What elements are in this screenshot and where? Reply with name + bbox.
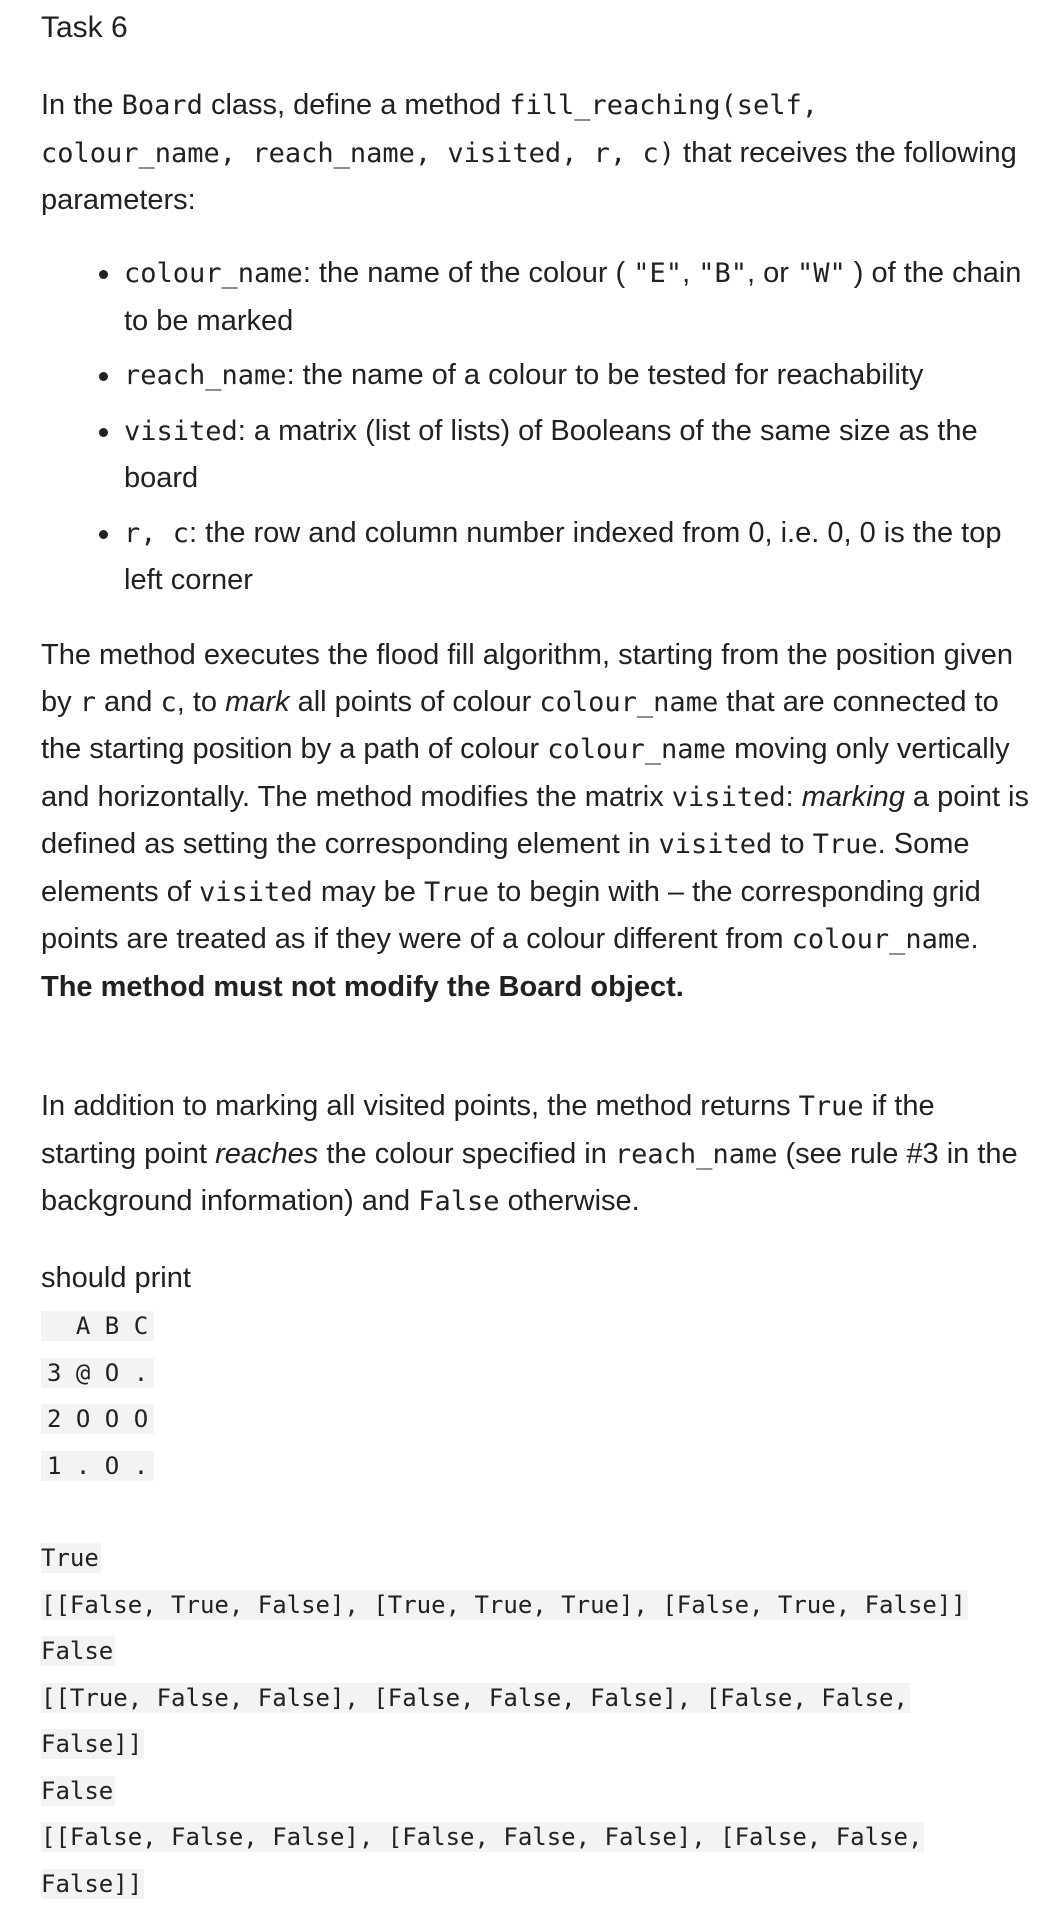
console-output-block — [41, 1535, 968, 1907]
board-line: 2 O O O — [41, 1404, 154, 1434]
ret-text: the colour specified in — [318, 1137, 615, 1170]
board-line: 1 . O . — [41, 1451, 154, 1481]
desc-text: The method executes the flood fill algorithm, starting from the position given by — [41, 639, 1014, 718]
inline-code: True — [812, 829, 878, 860]
param-text: : the name of a colour to be tested for reachability — [286, 359, 924, 391]
list-item — [82, 352, 1022, 400]
code-line — [41, 1582, 968, 1629]
intro-paragraph — [41, 82, 1031, 224]
param-text: ) of the chain to be marked — [124, 257, 1022, 337]
parameter-list — [82, 250, 1022, 612]
desc-text: all points of colour — [289, 685, 540, 718]
desc-text: moving only vertically and horizontally. The method modifies the matrix — [41, 733, 1010, 813]
code-line — [41, 1675, 968, 1722]
board-line: A B C — [41, 1311, 154, 1341]
desc-text: . — [970, 923, 979, 955]
code-line — [41, 1721, 968, 1768]
emphasis: marking — [801, 780, 905, 813]
emphasis: reaches — [215, 1137, 319, 1170]
warning-text: The method must not modify the Board object. — [41, 970, 684, 1003]
inline-code: colour_name, reach_name, visited, r, c) — [41, 137, 675, 169]
intro-text: that receives the following parameters: — [41, 136, 1017, 216]
param-text: : a matrix (list of lists) of Booleans of the same size as the board — [124, 414, 978, 494]
code-line — [41, 1350, 154, 1397]
inline-code: colour_name — [791, 924, 971, 955]
output-line: True — [41, 1544, 99, 1572]
ret-text: In addition to marking all visited points, the method returns — [41, 1090, 799, 1122]
code-line — [41, 1396, 154, 1443]
desc-text: a point is defined as setting the corresponding element in — [41, 780, 1030, 860]
board-output-block — [41, 1303, 154, 1489]
task-title: Task 6 — [41, 11, 128, 44]
param-text: : the row and column number indexed from 0, i.e. 0, 0 is the top left corner — [124, 516, 1002, 596]
code-line — [41, 1768, 968, 1815]
desc-text: to begin with – the corresponding grid points are treated as if they were of a colour different from — [41, 875, 981, 955]
method-description — [41, 632, 1031, 1010]
output-line: False — [41, 1637, 114, 1665]
param-text: : the name of the colour ( — [302, 257, 634, 289]
output-line: False]] — [41, 1730, 143, 1758]
inline-code: False — [418, 1186, 500, 1217]
param-name: r, c — [124, 517, 190, 549]
emphasis: mark — [225, 685, 290, 718]
code-line — [41, 1535, 968, 1582]
desc-text: that are connected to the starting position by a path of colour — [41, 685, 999, 765]
param-name: visited — [124, 415, 238, 447]
inline-code: colour_name — [547, 734, 727, 765]
desc-text: may be — [312, 875, 424, 908]
inline-code: r — [79, 686, 96, 718]
param-name: reach_name — [124, 360, 287, 391]
desc-text: to — [772, 828, 813, 860]
inline-code: True — [798, 1091, 864, 1122]
inline-code: True — [424, 876, 490, 908]
inline-code: visited — [671, 781, 786, 813]
desc-text: , to — [176, 685, 226, 718]
output-line: [[False, True, False], [True, True, True], [False, True, False]] — [41, 1590, 966, 1619]
list-item — [82, 408, 1022, 502]
inline-code: Board — [121, 90, 203, 121]
inline-code: colour_name — [539, 686, 719, 718]
desc-text: . Some elements of — [41, 828, 970, 908]
param-text: , — [682, 257, 699, 289]
output-line: False — [41, 1776, 114, 1805]
code-line — [41, 1303, 154, 1350]
desc-text: and — [95, 685, 161, 718]
intro-text: class, define a method — [202, 89, 510, 121]
ret-text: (see rule #3 in the background information) and — [41, 1137, 1018, 1217]
param-name: colour_name — [124, 258, 303, 289]
code-line — [41, 1814, 968, 1861]
inline-code: c — [160, 686, 177, 718]
list-item — [82, 510, 1022, 604]
inline-code: "B" — [698, 258, 747, 289]
param-text: , or — [746, 257, 797, 289]
output-line: [[True, False, False], [False, False, False], [False, False, — [41, 1683, 908, 1712]
intro-text: In the — [41, 89, 122, 121]
inline-code: visited — [658, 829, 773, 860]
code-line — [41, 1861, 968, 1908]
ret-text: otherwise. — [499, 1185, 640, 1217]
board-line: 3 @ O . — [41, 1358, 154, 1388]
inline-code: visited — [198, 876, 313, 908]
ret-text: if the starting point — [41, 1090, 935, 1170]
return-description — [41, 1083, 1031, 1226]
desc-text: : — [785, 780, 802, 813]
code-line — [41, 1443, 154, 1490]
output-line: False]] — [41, 1869, 143, 1898]
list-item — [82, 250, 1022, 344]
inline-code: fill_reaching(self, — [509, 90, 819, 121]
inline-code: "E" — [633, 258, 683, 289]
inline-code: reach_name — [614, 1138, 778, 1170]
output-line: [[False, False, False], [False, False, False], [False, False, — [41, 1823, 923, 1851]
inline-code: "W" — [796, 258, 846, 289]
should-print-label: should print — [41, 1262, 191, 1294]
code-line — [41, 1628, 968, 1675]
